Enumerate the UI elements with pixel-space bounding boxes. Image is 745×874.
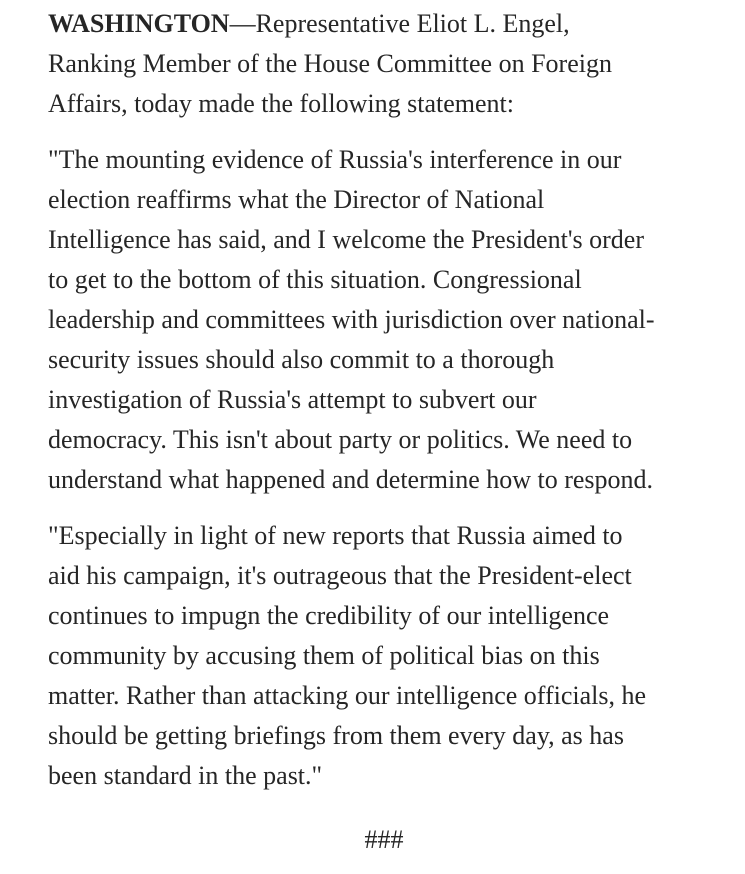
quote-line: democracy. This isn't about party or politics. We need to [48,425,633,454]
quote-paragraph-1 [48,140,720,500]
intro-line [48,4,720,44]
quote-line: understand what happened and determine how to respond. [48,465,654,494]
intro-line: Ranking Member of the House Committee on Foreign [48,49,612,78]
end-mark: ### [364,825,404,854]
quote-line: election reaffirms what the Director of National [48,185,545,214]
quote-line: "The mounting evidence of Russia's interference in our [48,145,622,174]
intro-line: Affairs, today made the following statement: [48,89,514,118]
quote-line: leadership and committees with jurisdiction over national- [48,305,655,334]
quote-line: aid his campaign, it's outrageous that the President-elect [48,561,632,590]
quote-line: "Especially in light of new reports that Russia aimed to [48,521,623,550]
dateline: WASHINGTON [48,9,230,38]
quote-line: continues to impugn the credibility of our intelligence [48,601,610,630]
quote-line: community by accusing them of political bias on this [48,641,600,670]
intro-paragraph [48,4,720,124]
quote-line: Intelligence has said, and I welcome the President's order [48,225,644,254]
quote-line: investigation of Russia's attempt to subvert our [48,385,537,414]
quote-line: to get to the bottom of this situation. Congressional [48,265,582,294]
quote-line: matter. Rather than attacking our intelligence officials, he [48,681,647,710]
intro-line-text: —Representative Eliot L. Engel, [229,9,570,38]
quote-line: security issues should also commit to a thorough [48,345,555,374]
quote-paragraph-2 [48,516,720,796]
quote-line: should be getting briefings from them every day, as has [48,721,624,750]
quote-line: been standard in the past." [48,761,323,790]
press-statement [48,4,720,860]
